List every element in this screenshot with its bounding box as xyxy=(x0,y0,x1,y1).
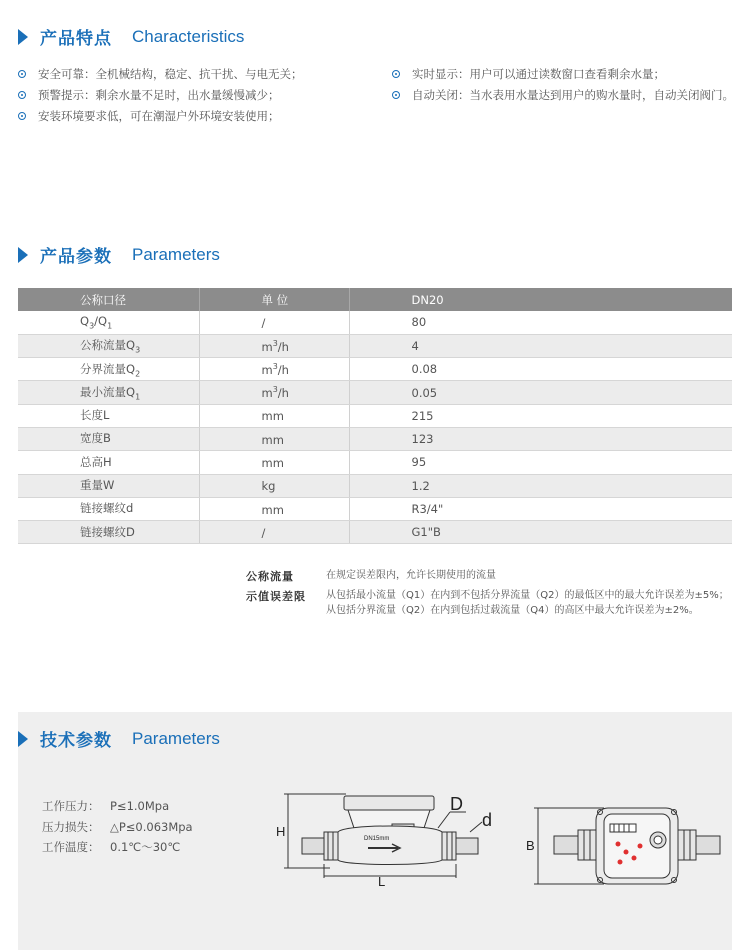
table-row xyxy=(18,311,732,334)
tech-item: 压力损失： △P≤0.063Mpa xyxy=(42,819,193,834)
triangle-marker-icon xyxy=(18,29,28,45)
bullet-icon xyxy=(392,91,400,99)
param-unit-cell: kg xyxy=(199,474,349,497)
table-row xyxy=(18,451,732,474)
meter-side-view-diagram xyxy=(274,784,510,888)
feature-item: 实时显示：用户可以通过读数窗口查看剩余水量； xyxy=(392,66,665,82)
param-name-cell: 重量W xyxy=(18,474,199,497)
table-row xyxy=(18,334,732,357)
param-name-cell: 长度L xyxy=(18,404,199,427)
note-value: 从包括最小流量（Q1）在内到不包括分界流量（Q2）的最低区中的最大允许误差为±5%； 从包括分界流量（Q2）在内到包括过载流量（Q4）的高区中最大允许误差为±2%。 xyxy=(326,590,729,616)
table-row xyxy=(18,427,732,450)
triangle-marker-icon xyxy=(18,247,28,263)
param-value-cell: 80 xyxy=(349,311,732,334)
param-unit-cell: / xyxy=(199,311,349,334)
tech-item: 工作温度： 0.1℃～30℃ xyxy=(42,840,181,855)
table-row xyxy=(18,358,732,381)
note-row xyxy=(246,588,729,618)
param-unit-cell: mm xyxy=(199,427,349,450)
param-name-cell: 最小流量$Q_1$ xyxy=(18,381,199,404)
param-name-cell: $Q_3/Q_1$ xyxy=(18,311,199,334)
technical-title-cn: 技术参数 xyxy=(40,731,112,751)
param-value-cell: 215 xyxy=(349,404,732,427)
technical-title-en: Parameters xyxy=(132,728,220,748)
param-unit-cell: $m^3/h$ xyxy=(199,334,349,357)
table-header-row xyxy=(18,288,732,311)
param-unit-cell: mm xyxy=(199,497,349,520)
note-key: 示值误差限 xyxy=(246,590,306,603)
param-name-cell: 链接螺纹D xyxy=(18,521,199,544)
feature-item: 安装环境要求低，可在潮湿户外环境安装使用； xyxy=(18,108,280,124)
bullet-icon xyxy=(18,112,26,120)
parameters-header xyxy=(18,242,220,267)
dimension-label-h: H xyxy=(276,824,286,839)
param-name-cell: 总高H xyxy=(18,451,199,474)
param-value-cell: 1.2 xyxy=(349,474,732,497)
header-cell: 公称口径 xyxy=(18,288,199,311)
feature-item: 安全可靠：全机械结构，稳定、抗干扰、与电无关； xyxy=(18,66,303,82)
dimension-label-small-d: d xyxy=(482,810,493,830)
param-value-cell: 4 xyxy=(349,334,732,357)
meter-top-view-diagram xyxy=(522,796,732,896)
param-unit-cell: / xyxy=(199,521,349,544)
characteristics-title-cn: 产品特点 xyxy=(40,29,112,49)
param-name-cell: 公称流量$Q_3$ xyxy=(18,334,199,357)
header-cell: 单 位 xyxy=(199,288,349,311)
table-row xyxy=(18,521,732,544)
notes-block xyxy=(246,568,729,622)
note-row xyxy=(246,568,729,584)
header-cell: DN20 xyxy=(349,288,732,311)
characteristics-title-en: Characteristics xyxy=(132,26,245,46)
parameters-table xyxy=(18,288,732,544)
param-value-cell: 123 xyxy=(349,427,732,450)
param-value-cell: 0.08 xyxy=(349,358,732,381)
table-row xyxy=(18,404,732,427)
note-key: 公称流量 xyxy=(246,570,294,583)
bullet-icon xyxy=(18,70,26,78)
technical-list xyxy=(42,796,193,858)
param-value-cell: 95 xyxy=(349,451,732,474)
note-value: 在规定误差限内，允许长期使用的流量 xyxy=(326,570,496,581)
param-name-cell: 宽度B xyxy=(18,427,199,450)
parameters-title-cn: 产品参数 xyxy=(40,247,112,267)
param-value-cell: 0.05 xyxy=(349,381,732,404)
param-value-cell: G1"B xyxy=(349,521,732,544)
parameters-title-en: Parameters xyxy=(132,244,220,264)
table-row xyxy=(18,381,732,404)
param-unit-cell: mm xyxy=(199,451,349,474)
param-name-cell: 链接螺纹d xyxy=(18,497,199,520)
param-unit-cell: mm xyxy=(199,404,349,427)
bullet-icon xyxy=(392,70,400,78)
param-unit-cell: $m^3/h$ xyxy=(199,358,349,381)
dimension-label-b: B xyxy=(526,838,535,853)
meter-size-label: DN15mm xyxy=(364,836,390,842)
param-unit-cell: $m^3/h$ xyxy=(199,381,349,404)
tech-item: 工作压力： P≤1.0Mpa xyxy=(42,799,170,814)
table-row xyxy=(18,474,732,497)
characteristics-header xyxy=(18,24,244,49)
param-value-cell: R3/4" xyxy=(349,497,732,520)
feature-item: 自动关闭：当水表用水量达到用户的购水量时，自动关闭阀门。 xyxy=(392,87,734,103)
table-row xyxy=(18,497,732,520)
technical-header xyxy=(18,726,220,751)
dimension-label-big-d: D xyxy=(450,794,463,814)
feature-item: 预警提示：剩余水量不足时，出水量缓慢减少； xyxy=(18,87,280,103)
triangle-marker-icon xyxy=(18,731,28,747)
bullet-icon xyxy=(18,91,26,99)
param-name-cell: 分界流量$Q_2$ xyxy=(18,358,199,381)
dimension-label-l: L xyxy=(378,874,386,888)
